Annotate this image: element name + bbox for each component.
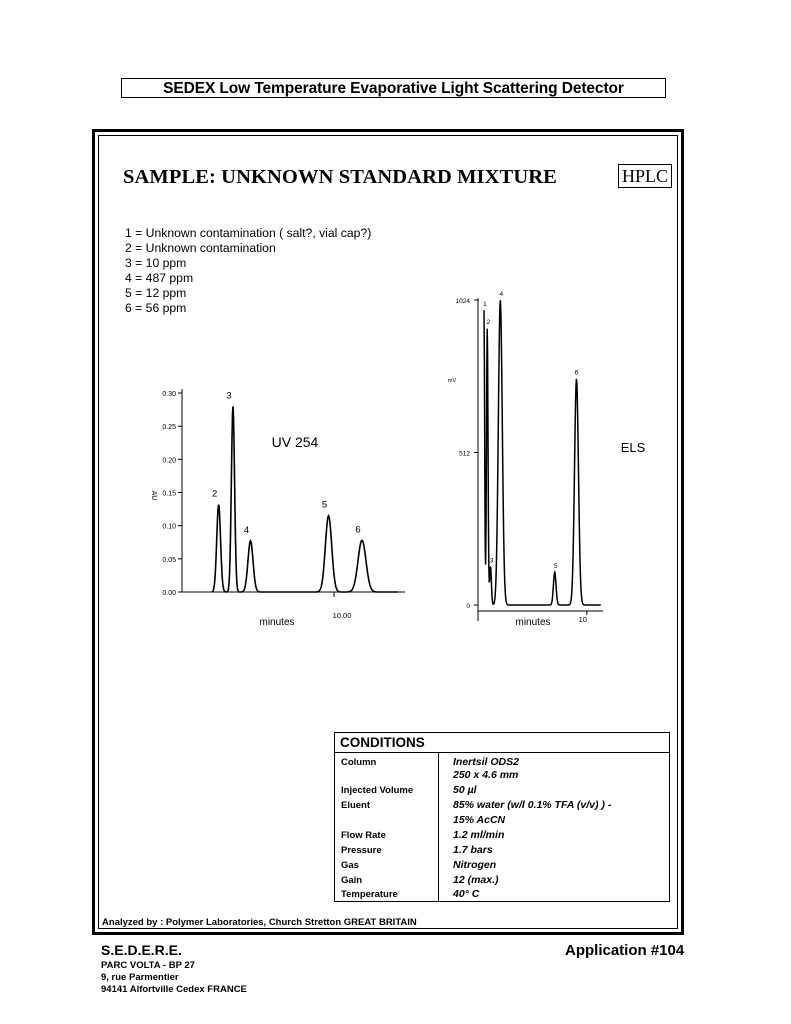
els-trace <box>484 300 601 605</box>
x-tick-label: 10.00 <box>332 611 352 620</box>
condition-value: 50 µl <box>453 784 477 796</box>
condition-value: 12 (max.) <box>453 874 499 886</box>
peak-label: 3 <box>226 390 232 402</box>
y-tick-label: 0.15 <box>162 490 176 498</box>
address-line: PARC VOLTA - BP 27 <box>101 960 195 971</box>
legend-line: 1 = Unknown contamination ( salt?, vial cap?) <box>125 226 372 240</box>
legend-line: 6 = 56 ppm <box>125 301 187 315</box>
condition-label: Column <box>341 757 377 768</box>
address-line: 94141 Alfortville Cedex FRANCE <box>101 984 247 995</box>
y-tick-label: 0.30 <box>162 391 176 398</box>
condition-value: 1.2 ml/min <box>453 829 505 841</box>
chart-label: UV 254 <box>271 434 319 450</box>
condition-value: 15% AcCN <box>453 814 506 826</box>
legend-line: 2 = Unknown contamination <box>125 241 276 255</box>
condition-label: Eluent <box>341 800 371 811</box>
conditions-divider <box>438 753 439 901</box>
analyzed-by: Analyzed by : Polymer Laboratories, Church Stretton GREAT BRITAIN <box>102 917 417 928</box>
condition-value: 40° C <box>453 888 480 900</box>
condition-label: Gas <box>341 860 359 871</box>
condition-value: Nitrogen <box>453 859 497 871</box>
chart-label: ELS <box>620 440 646 455</box>
condition-label: Pressure <box>341 845 382 856</box>
condition-label: Flow Rate <box>341 830 386 841</box>
peak-label: 3 <box>489 557 494 565</box>
x-axis-label: minutes <box>515 617 551 628</box>
peak-label: 6 <box>355 524 361 536</box>
x-axis-label: minutes <box>259 617 295 628</box>
conditions-table <box>334 732 670 902</box>
y-tick-label: 0.10 <box>162 523 176 531</box>
y-tick-label: 0 <box>466 603 470 610</box>
y-axis-label: AU <box>150 490 157 501</box>
y-tick-label: 0.20 <box>162 457 176 465</box>
peak-label: 5 <box>321 499 328 511</box>
condition-value: 250 x 4.6 mm <box>453 769 519 781</box>
condition-label: Injected Volume <box>341 785 414 796</box>
condition-value: 1.7 bars <box>453 844 493 856</box>
method-badge: HPLC <box>618 164 672 188</box>
y-tick-label: 0.00 <box>162 590 176 597</box>
condition-value: 85% water (w/l 0.1% TFA (v/v) ) - <box>453 799 612 811</box>
y-tick-label: 0.25 <box>162 424 176 432</box>
peak-label: 4 <box>499 291 504 298</box>
peak-label: 5 <box>553 563 558 571</box>
peak-label: 2 <box>486 318 491 326</box>
y-tick-label: 0.05 <box>162 556 176 564</box>
uv-chromatogram <box>150 389 405 628</box>
conditions-header: CONDITIONS <box>335 733 669 753</box>
els-chromatogram <box>448 291 646 628</box>
y-tick-label: 512 <box>459 450 470 458</box>
x-tick-label: 10 <box>578 615 587 624</box>
peak-label: 6 <box>574 369 579 377</box>
legend-line: 3 = 10 ppm <box>125 256 187 270</box>
peak-label: 1 <box>483 301 487 309</box>
legend-line: 5 = 12 ppm <box>125 286 187 300</box>
peak-label: 2 <box>211 488 218 500</box>
page-title: SEDEX Low Temperature Evaporative Light Scattering Detector <box>121 78 666 98</box>
address-line: 9, rue Parmentier <box>101 972 179 983</box>
y-tick-label: 1024 <box>455 298 470 305</box>
y-axis-label: mV <box>447 378 457 384</box>
condition-label: Gain <box>341 875 363 886</box>
application-number: Application #104 <box>565 942 685 959</box>
company-name: S.E.D.E.R.E. <box>101 942 182 958</box>
condition-label: Temperature <box>341 889 398 900</box>
legend-line: 4 = 487 ppm <box>125 271 194 285</box>
condition-value: Inertsil ODS2 <box>453 756 519 768</box>
sample-title: SAMPLE: UNKNOWN STANDARD MIXTURE <box>123 166 557 188</box>
peak-label: 4 <box>243 524 250 536</box>
